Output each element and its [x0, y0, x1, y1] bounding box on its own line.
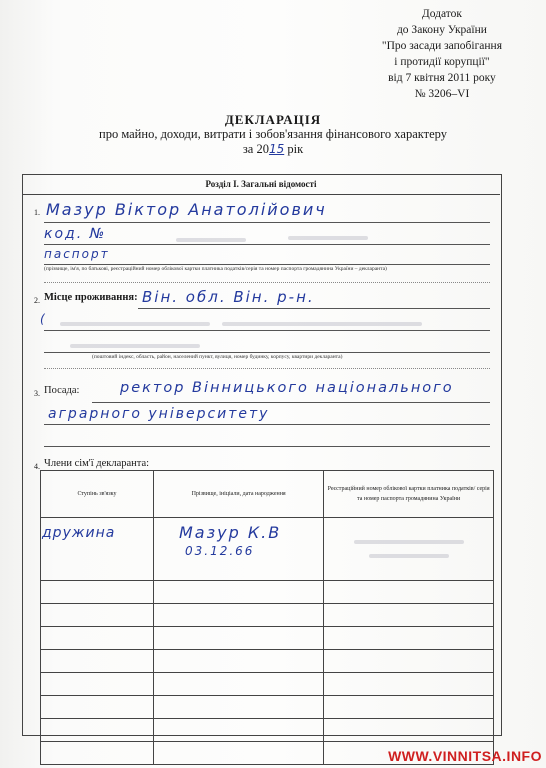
underline — [44, 264, 490, 265]
underline — [44, 424, 490, 425]
family-label: Члени сім'ї декларанта: — [44, 458, 150, 469]
item-number: 4. — [34, 462, 40, 471]
watermark: WWW.VINNITSA.INFO — [388, 748, 542, 764]
section-heading: Розділ I. Загальні відомості — [22, 174, 500, 195]
underline — [44, 352, 490, 353]
underline — [44, 446, 490, 447]
tax-id-cell — [324, 518, 494, 581]
dob-handwritten: 03.12.66 — [184, 544, 255, 558]
item2-caption: (поштовий індекс, область, район, населений пункт, вулиця, номер будинку, корпусу, квартири декларанта) — [92, 354, 343, 360]
item-number: 1. — [34, 208, 40, 217]
addendum-line: № 3206–VI — [414, 88, 470, 100]
relation-handwritten: дружина — [42, 525, 116, 541]
item-number: 2. — [34, 296, 40, 305]
year-prefix: за 20 — [242, 142, 269, 156]
dotted-line — [44, 368, 490, 369]
redacted-field — [369, 554, 449, 558]
underline — [92, 402, 490, 403]
passport-handwritten: паспорт — [44, 247, 110, 261]
position-label: Посада: — [44, 385, 80, 396]
addendum-line: Додаток — [421, 8, 462, 20]
subtitle-text: про майно, доходи, витрати і зобов'язання фінансового характеру — [99, 127, 447, 141]
name-handwritten: Мазур К.В — [178, 523, 282, 542]
redacted-field — [70, 344, 200, 348]
addendum-line: до Закону України — [396, 24, 487, 36]
dotted-line — [44, 282, 490, 283]
redacted-field — [222, 322, 422, 326]
underline — [44, 244, 490, 245]
item1-caption: (прізвище, ім'я, по батькові, реєстраційний номер облікової картки платника податків/серія та номер паспорта громадянина України – декларанта) — [44, 266, 387, 272]
table-row — [41, 673, 494, 696]
residence-handwritten: Він. обл. Він. р-н. — [142, 288, 315, 306]
table-header-row — [41, 471, 494, 518]
table-row — [41, 650, 494, 673]
relation-cell — [41, 518, 154, 581]
position-handwritten-2: аграрного університету — [48, 406, 270, 422]
table-row — [41, 518, 494, 581]
year-line — [0, 142, 546, 157]
declarant-name-handwritten: Мазур Віктор Анатолійович — [46, 200, 327, 219]
table-row — [41, 627, 494, 650]
name-cell — [153, 518, 323, 581]
column-header: Прізвище, ініціали, дата народження — [153, 471, 323, 518]
redacted-field — [60, 322, 210, 326]
item-number: 3. — [34, 389, 40, 398]
residence-label: Місце проживання: — [44, 292, 138, 303]
underline — [44, 330, 490, 331]
year-suffix: рік — [287, 142, 304, 156]
document-subtitle — [0, 127, 546, 157]
year-handwritten: 15 — [268, 142, 285, 156]
document-title: ДЕКЛАРАЦІЯ — [224, 112, 322, 127]
column-header: Ступінь зв'язку — [41, 471, 154, 518]
table-row — [41, 696, 494, 719]
redacted-field — [288, 236, 368, 240]
table-row — [41, 581, 494, 604]
addendum-line: від 7 квітня 2011 року — [388, 72, 496, 84]
addendum-line: і протидії корупції" — [394, 56, 490, 68]
family-members-table — [40, 470, 494, 765]
handwritten-mark: ( — [40, 312, 47, 326]
tax-code-handwritten: код. № — [44, 226, 107, 242]
position-handwritten: ректор Вінницького національного — [120, 380, 454, 396]
underline — [138, 308, 490, 309]
redacted-field — [354, 540, 464, 544]
addendum-block — [382, 6, 502, 102]
table-row — [41, 719, 494, 742]
underline — [44, 222, 490, 223]
redacted-field — [176, 238, 246, 242]
addendum-line: "Про засади запобігання — [381, 40, 502, 52]
table-row — [41, 604, 494, 627]
column-header: Реєстраційний номер облікової картки платника податків/ серія та номер паспорта громадянина України — [324, 471, 494, 518]
